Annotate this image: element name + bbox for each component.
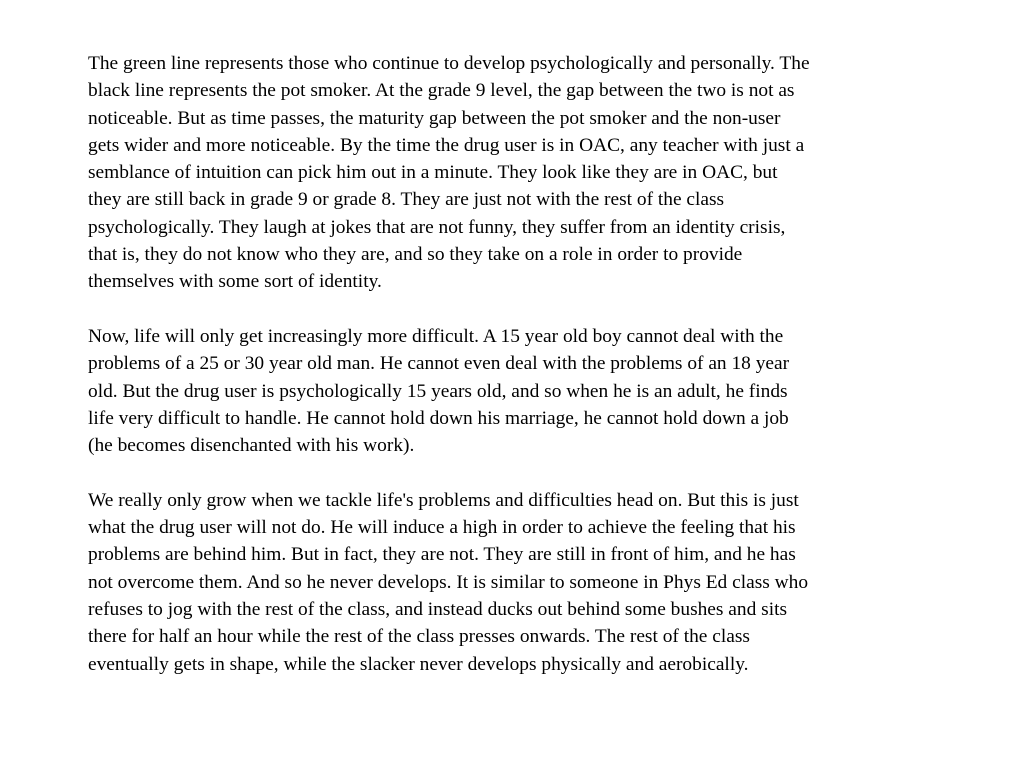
text-line: black line represents the pot smoker. At the grade 9 level, the gap between the two is not as <box>88 80 795 102</box>
text-line: that is, they do not know who they are, and so they take on a role in order to provide <box>88 244 743 266</box>
text-line: problems are behind him. But in fact, they are not. They are still in front of him, and he has <box>88 544 796 566</box>
text-line: (he becomes disenchanted with his work). <box>88 435 415 457</box>
text-line: not overcome them. And so he never develops. It is similar to someone in Phys Ed class who <box>88 571 809 593</box>
text-line: old. But the drug user is psychologically 15 years old, and so when he is an adult, he finds <box>88 380 788 402</box>
text-line: gets wider and more noticeable. By the time the drug user is in OAC, any teacher with just a <box>88 134 805 156</box>
text-line: noticeable. But as time passes, the maturity gap between the pot smoker and the non-user <box>88 107 781 129</box>
text-line: psychologically. They laugh at jokes that are not funny, they suffer from an identity crisis, <box>88 216 786 238</box>
text-line: they are still back in grade 9 or grade 8. They are just not with the rest of the class <box>88 189 725 211</box>
text-line: what the drug user will not do. He will induce a high in order to achieve the feeling that his <box>88 517 796 539</box>
document-body <box>88 50 948 678</box>
paragraph-growth-gap <box>88 50 948 296</box>
text-line: life very difficult to handle. He cannot hold down his marriage, he cannot hold down a job <box>88 407 789 429</box>
text-line: refuses to jog with the rest of the class, and instead ducks out behind some bushes and sits <box>88 598 788 620</box>
text-line: themselves with some sort of identity. <box>88 271 382 293</box>
paragraph-life-difficulty <box>88 323 948 459</box>
text-line: problems of a 25 or 30 year old man. He cannot even deal with the problems of an 18 year <box>88 353 790 375</box>
text-line: eventually gets in shape, while the slacker never develops physically and aerobically. <box>88 653 749 675</box>
text-line: there for half an hour while the rest of the class presses onwards. The rest of the class <box>88 626 750 648</box>
text-line: We really only grow when we tackle life's problems and difficulties head on. But this is just <box>88 489 799 511</box>
paragraph-growth-tackling-problems <box>88 487 948 678</box>
text-line: semblance of intuition can pick him out in a minute. They look like they are in OAC, but <box>88 162 778 184</box>
text-line: Now, life will only get increasingly more difficult. A 15 year old boy cannot deal with the <box>88 325 784 347</box>
text-line: The green line represents those who continue to develop psychologically and personally. The <box>88 53 810 74</box>
